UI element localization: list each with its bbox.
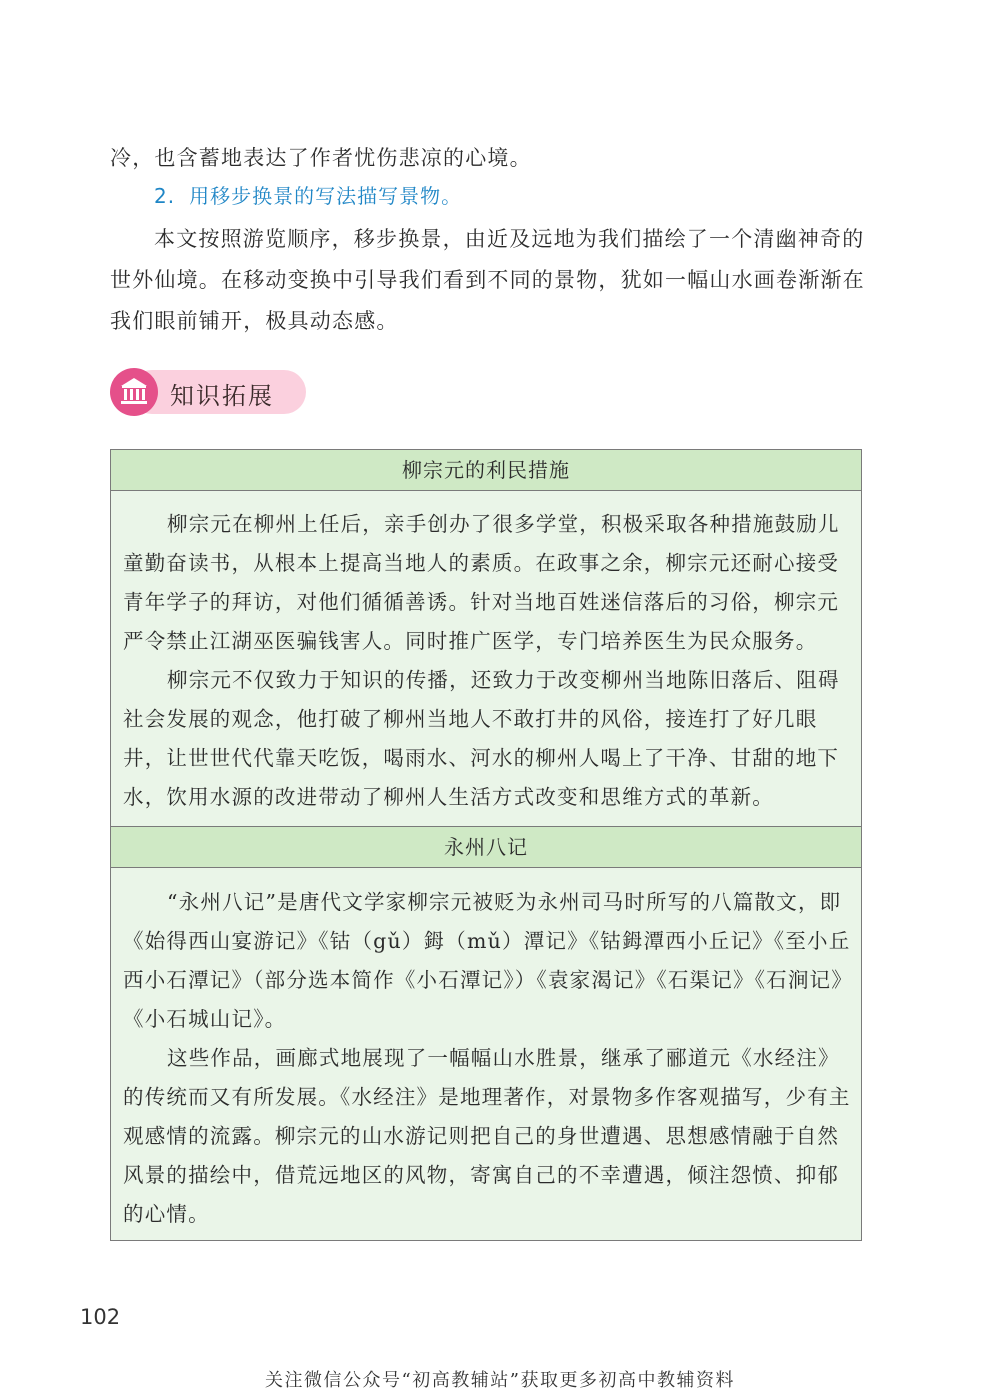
knowledge-banner — [110, 370, 306, 414]
page-number: 102 — [80, 1305, 121, 1329]
box-paragraph: 这些作品，画廊式地展现了一幅幅山水胜景，继承了郦道元《水经注》的传统而又有所发展。《水经注》是地理著作，对景物多作客观描写，少有主观感情的流露。柳宗元的山水游记则把自己的身世遭遇、思想感情融于自然风景的描绘中，借荒远地区的风物，寄寓自己的不幸遭遇，倾注怨愤、抑郁的心情。 — [123, 1046, 851, 1226]
section-paragraph: 本文按照游览顺序，移步换景，由近及远地为我们描绘了一个清幽神奇的世外仙境。在移动变换中引导我们看到不同的景物，犹如一幅山水画卷渐渐在我们眼前铺开，极具动态感。 — [110, 227, 865, 333]
section-title: 用移步换景的写法描写景物。 — [189, 184, 463, 208]
box-paragraph: “永州八记”是唐代文学家柳宗元被贬为永州司马时所写的八篇散文，即《始得西山宴游记》《钴（gǔ）鉧（mǔ）潭记》《钴鉧潭西小丘记》《至小丘西小石潭记》（部分选本简作《小石潭记》）《袁家渴记》《石渠记》《石涧记》《小石城山记》。 — [123, 890, 853, 1031]
knowledge-box — [110, 449, 862, 1241]
section-heading — [154, 180, 462, 209]
box-section-title: 永州八记 — [111, 826, 861, 868]
section-number: 2. — [154, 184, 176, 208]
box-paragraph: 柳宗元不仅致力于知识的传播，还致力于改变柳州当地陈旧落后、阻碍社会发展的观念，他打破了柳州当地人不敢打井的风俗，接连打了好几眼井，让世世代代靠天吃饭，喝雨水、河水的柳州人喝上了干净、甘甜的地下水，饮用水源的改进带动了柳州人生活方式改变和思维方式的革新。 — [123, 668, 840, 809]
banner-title: 知识拓展 — [170, 382, 274, 410]
museum-icon — [110, 368, 158, 416]
intro-line: 冷，也含蓄地表达了作者忧伤悲凉的心境。 — [110, 146, 532, 170]
footer-note: 关注微信公众号“初高教辅站”获取更多初高中教辅资料 — [265, 1370, 735, 1391]
box-paragraph: 柳宗元在柳州上任后，亲手创办了很多学堂，积极采取各种措施鼓励儿童勤奋读书，从根本上提高当地人的素质。在政事之余，柳宗元还耐心接受青年学子的拜访，对他们循循善诱。针对当地百姓迷信落后的习俗，柳宗元严令禁止江湖巫医骗钱害人。同时推广医学，专门培养医生为民众服务。 — [123, 512, 840, 653]
box-section-title: 柳宗元的利民措施 — [111, 449, 861, 491]
